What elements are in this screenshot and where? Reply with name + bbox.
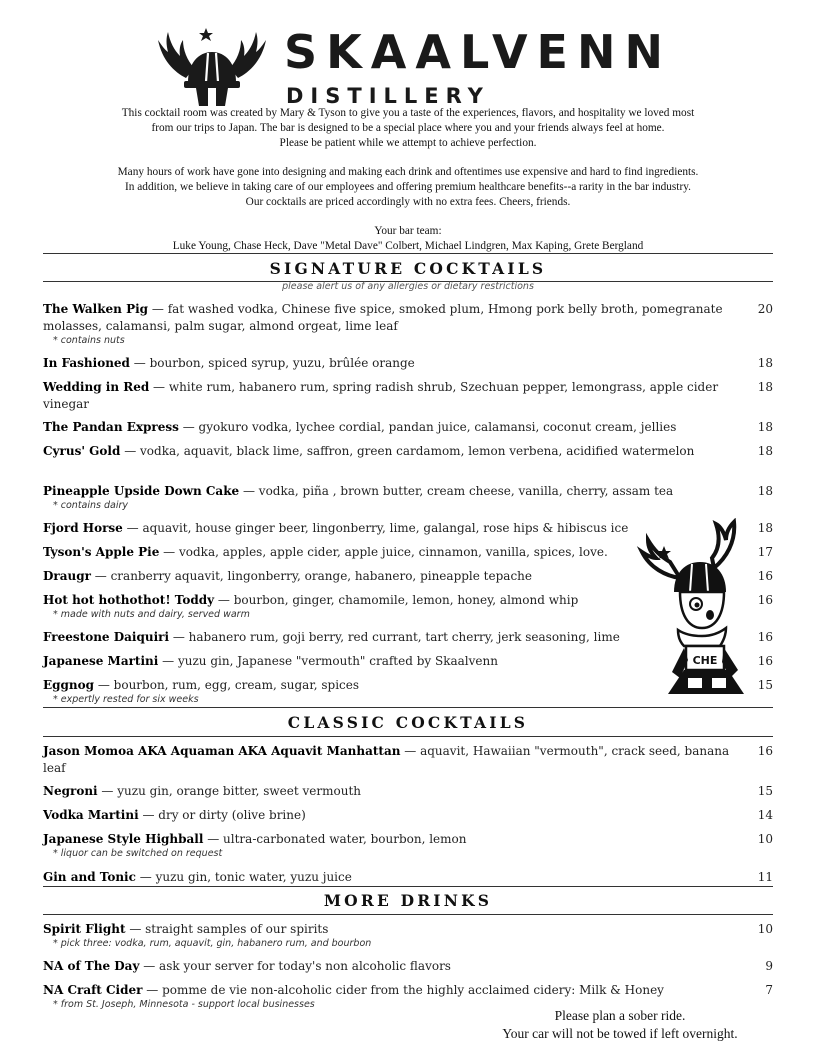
item-description: — yuzu gin, Japanese "vermouth" crafted by Skaalvenn: [158, 654, 498, 668]
intro-line: from our trips to Japan. The bar is designed to be a special place where you and your friends always feel at home.: [151, 121, 665, 134]
brand-name: SKAALVENN: [284, 25, 672, 79]
item-description: — gyokuro vodka, lychee cordial, pandan juice, calamansi, coconut cream, jellies: [178, 420, 677, 434]
item-price: 18: [757, 521, 773, 535]
item-name: Eggnog: [43, 678, 95, 692]
menu-item: [43, 869, 773, 886]
item-description: — aquavit, house ginger beer, lingonberry, lime, galangal, rose hips & hibiscus ice: [122, 521, 629, 535]
item-price: 18: [757, 356, 773, 370]
item-note: * from St. Joseph, Minnesota - support local businesses: [53, 999, 315, 1010]
item-name: Draugr: [43, 569, 91, 583]
section-title-classic: CLASSIC COCKTAILS: [287, 713, 529, 732]
item-name: The Pandan Express: [43, 420, 179, 434]
item-note: * made with nuts and dairy, served warm: [53, 609, 250, 620]
menu-item: [43, 831, 773, 860]
bar-team-names: Luke Young, Chase Heck, Dave "Metal Dave" Colbert, Michael Lindgren, Max Kaping, Grete Bergland: [172, 239, 644, 252]
item-price: 10: [757, 922, 773, 936]
item-price: 10: [757, 832, 773, 846]
bar-team: [30, 224, 786, 254]
brand-subtitle: DISTILLERY: [286, 84, 490, 108]
item-name: NA Craft Cider: [43, 983, 143, 997]
intro-line: This cocktail room was created by Mary & Tyson to give you a taste of the experiences, flavors, and hospitality we loved most: [121, 107, 695, 119]
item-description: — bourbon, rum, egg, cream, sugar, spices: [94, 678, 360, 692]
item-description: — vodka, aquavit, black lime, saffron, green cardamom, lemon verbena, acidified watermelon: [120, 444, 695, 458]
item-description: — dry or dirty (olive brine): [138, 808, 306, 822]
item-price: 16: [757, 593, 773, 607]
allergy-note: please alert us of any allergies or dietary restrictions: [282, 281, 534, 292]
menu-item: [43, 783, 773, 800]
intro-line: Please be patient while we attempt to achieve perfection.: [279, 136, 537, 149]
item-name: Pineapple Upside Down Cake: [43, 484, 240, 498]
item-price: 11: [757, 870, 773, 884]
item-name: Japanese Style Highball: [43, 832, 204, 846]
item-name: Cyrus' Gold: [43, 444, 121, 458]
item-name: Spirit Flight: [43, 922, 126, 936]
item-price: 16: [757, 630, 773, 644]
item-price: 15: [757, 678, 773, 692]
item-description: — bourbon, spiced syrup, yuzu, brûlée orange: [129, 356, 415, 370]
item-price: 9: [765, 959, 773, 973]
menu-item: [43, 419, 773, 436]
item-description: — aquavit, Hawaiian "vermouth", crack seed, banana leaf: [43, 744, 730, 775]
item-name: In Fashioned: [43, 356, 130, 370]
item-name: Negroni: [43, 784, 98, 798]
intro-line: Our cocktails are priced accordingly with no extra fees. Cheers, friends.: [245, 195, 571, 208]
item-price: 18: [757, 380, 773, 394]
menu-item: [43, 483, 773, 512]
item-note: * liquor can be switched on request: [53, 848, 223, 859]
section-title-more: MORE DRINKS: [323, 891, 493, 910]
item-description: — habanero rum, goji berry, red currant, tart cherry, jerk seasoning, lime: [169, 630, 620, 644]
menu-item: [43, 443, 773, 460]
item-note: * expertly rested for six weeks: [53, 694, 199, 705]
item-note: * pick three: vodka, rum, aquavit, gin, habanero rum, and bourbon: [53, 938, 372, 949]
footer-sober-ride: Please plan a sober ride.: [554, 1008, 686, 1023]
item-description: — white rum, habanero rum, spring radish shrub, Szechuan pepper, lemongrass, apple cider vinegar: [43, 380, 719, 411]
item-name: Freestone Daiquiri: [43, 630, 170, 644]
item-price: 15: [757, 784, 773, 798]
item-name: Jason Momoa AKA Aquaman AKA Aquavit Manhattan: [43, 744, 401, 758]
footer-towing: Your car will not be towed if left overnight.: [502, 1026, 738, 1041]
section-title-signature: SIGNATURE COCKTAILS: [269, 259, 547, 278]
item-price: 18: [757, 420, 773, 434]
divider: [43, 253, 773, 254]
bar-team-label: Your bar team:: [374, 225, 442, 237]
item-description: — vodka, apples, apple cider, apple juice, cinnamon, vanilla, spices, love.: [159, 545, 608, 559]
item-name: Hot hot hothothot! Toddy: [43, 593, 215, 607]
item-price: 16: [757, 744, 773, 758]
item-price: 20: [757, 302, 773, 316]
viking-mascot-icon: [628, 518, 754, 700]
item-name: Japanese Martini: [43, 654, 159, 668]
item-description: — yuzu gin, tonic water, yuzu juice: [135, 870, 352, 884]
logo: [152, 22, 672, 110]
intro-line: In addition, we believe in taking care of our employees and offering premium healthcare benefits--a rarity in the bar industry.: [125, 180, 691, 193]
item-price: 18: [757, 484, 773, 498]
item-name: The Walken Pig: [43, 302, 149, 316]
menu-item: [43, 743, 773, 777]
menu-item: [43, 921, 773, 950]
item-name: Tyson's Apple Pie: [43, 545, 160, 559]
item-description: — fat washed vodka, Chinese five spice, smoked plum, Hmong pork belly broth, pomegranate molasses, calamansi, palm sugar, almond orgeat, lime leaf: [43, 302, 723, 333]
item-name: Gin and Tonic: [43, 870, 136, 884]
item-name: Wedding in Red: [43, 380, 150, 394]
divider: [43, 707, 773, 708]
item-price: 16: [757, 569, 773, 583]
item-description: — cranberry aquavit, lingonberry, orange, habanero, pineapple tepache: [90, 569, 532, 583]
item-price: 14: [757, 808, 773, 822]
menu-item: [43, 355, 773, 372]
menu-item: [43, 807, 773, 824]
item-description: — pomme de vie non-alcoholic cider from the highly acclaimed cidery: Milk & Honey: [142, 983, 664, 997]
item-price: 17: [757, 545, 773, 559]
item-description: — ask your server for today's non alcoholic flavors: [139, 959, 451, 973]
item-name: NA of The Day: [43, 959, 140, 973]
item-note: * contains nuts: [53, 335, 125, 346]
item-price: 7: [765, 983, 773, 997]
divider: [43, 736, 773, 737]
intro-line: Many hours of work have gone into designing and making each drink and oftentimes use expensive and hard to find ingredients.: [117, 166, 699, 178]
item-note: * contains dairy: [53, 500, 129, 511]
item-description: — bourbon, ginger, chamomile, lemon, honey, almond whip: [214, 593, 579, 607]
viking-helmet-logo-icon: [152, 22, 272, 108]
item-description: — straight samples of our spirits: [125, 922, 329, 936]
divider: [43, 914, 773, 915]
menu-item: [43, 958, 773, 975]
item-name: Vodka Martini: [43, 808, 139, 822]
menu-item: [43, 379, 773, 413]
item-description: — ultra-carbonated water, bourbon, lemon: [203, 832, 467, 846]
item-description: — yuzu gin, orange bitter, sweet vermouth: [97, 784, 362, 798]
item-name: Fjord Horse: [43, 521, 123, 535]
divider: [43, 886, 773, 887]
item-description: — vodka, piña , brown butter, cream cheese, vanilla, cherry, assam tea: [239, 484, 674, 498]
intro-text-2: [30, 165, 786, 210]
intro-text: [30, 106, 786, 151]
item-price: 16: [757, 654, 773, 668]
item-price: 18: [757, 444, 773, 458]
mascot-shirt-text: CHE: [692, 654, 718, 667]
menu-item: [43, 301, 773, 347]
